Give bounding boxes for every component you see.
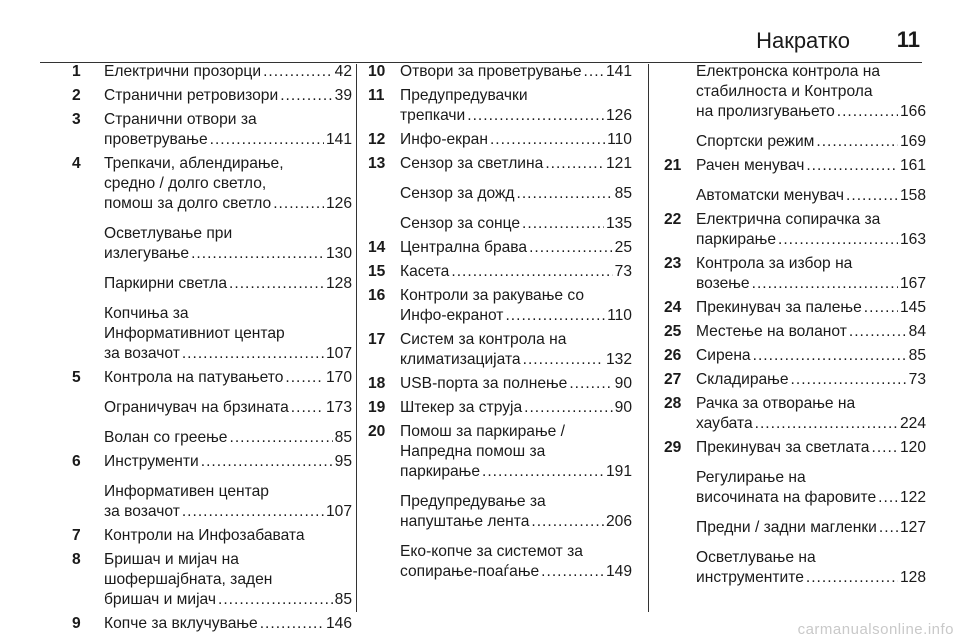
entry-text: Помош за паркирање / (400, 423, 565, 440)
index-entry (72, 398, 352, 418)
index-entry (368, 398, 632, 418)
entry-text: Контроли за ракување со (400, 287, 585, 304)
entry-text: Предупредувачки (400, 87, 528, 104)
entry-text: Странични отвори за (104, 111, 257, 128)
index-entry (72, 452, 352, 472)
entry-page-number: 110 (607, 307, 632, 324)
dot-leader (467, 106, 604, 126)
entry-number: 13 (368, 155, 386, 172)
dot-leader (191, 244, 324, 264)
dot-leader (846, 186, 898, 206)
entry-number: 20 (368, 423, 386, 440)
entry-page-number: 173 (325, 399, 352, 416)
index-entry (664, 132, 926, 152)
index-entry (368, 262, 632, 282)
entry-page-number: 85 (908, 347, 926, 364)
dot-leader (490, 130, 605, 150)
entry-page-number: 130 (325, 245, 352, 262)
dot-leader (182, 344, 324, 364)
entry-page-number: 85 (614, 185, 632, 202)
entry-text: Ограничувач на брзината (104, 399, 289, 416)
entry-text: Паркирни светла (104, 275, 228, 292)
dot-leader (451, 262, 612, 282)
entry-page-number: 95 (334, 453, 352, 470)
entry-text: сопирање-поаѓање (400, 563, 540, 580)
entry-text: Осветлување на (696, 549, 816, 566)
entry-number: 22 (664, 211, 682, 228)
entry-text: Сензор за светлина (400, 155, 544, 172)
entry-number: 10 (368, 63, 386, 80)
entry-text: паркирање (400, 463, 481, 480)
entry-page-number: 107 (325, 503, 352, 520)
entry-number: 12 (368, 131, 386, 148)
entry-text: Странични ретровизори (104, 87, 279, 104)
entry-page-number: 163 (899, 231, 926, 248)
entry-page-number: 135 (605, 215, 632, 232)
entry-text: Трепкачи, аблендирање, (104, 155, 284, 172)
index-entry (368, 238, 632, 258)
dot-leader (529, 238, 613, 258)
dot-leader (201, 452, 333, 472)
index-entry (368, 154, 632, 174)
index-entry (72, 62, 352, 82)
index-entry (72, 224, 352, 264)
dot-leader (849, 322, 907, 342)
dot-leader (260, 614, 324, 634)
dot-leader (569, 374, 612, 394)
dot-leader (182, 502, 324, 522)
entry-number: 7 (72, 527, 81, 544)
entry-page-number: 206 (605, 513, 632, 530)
entry-page-number: 132 (605, 351, 632, 368)
entry-page-number: 158 (899, 187, 926, 204)
dot-leader (505, 306, 605, 326)
dot-leader (878, 488, 898, 508)
entry-page-number: 141 (605, 63, 632, 80)
dot-leader (210, 130, 324, 150)
entry-number: 1 (72, 63, 81, 80)
entry-number: 26 (664, 347, 682, 364)
index-entry (368, 492, 632, 532)
index-entry (664, 438, 926, 458)
index-entry (72, 304, 352, 364)
index-entry (664, 62, 926, 122)
dot-leader (285, 368, 324, 388)
entry-text: Контроли на Инфозабавата (104, 527, 305, 544)
index-entry (368, 62, 632, 82)
entry-text: средно / долго светло, (104, 175, 267, 192)
entry-number: 4 (72, 155, 81, 172)
dot-leader (229, 274, 324, 294)
entry-page-number: 107 (325, 345, 352, 362)
dot-leader (273, 194, 324, 214)
entry-number: 3 (72, 111, 81, 128)
index-entry (368, 330, 632, 370)
entry-text: Централна брава (400, 239, 528, 256)
entry-number: 28 (664, 395, 682, 412)
index-entry (664, 468, 926, 508)
entry-text: Местење на воланот (696, 323, 847, 340)
entry-text: Прекинувач за палење (696, 299, 862, 316)
entry-text: Сирена (696, 347, 751, 364)
entry-text: Прекинувач за светлата (696, 439, 870, 456)
entry-text: Електрична сопирачка за (696, 211, 881, 228)
dot-leader (482, 462, 604, 482)
index-column-3 (664, 62, 926, 610)
index-entry (72, 428, 352, 448)
entry-page-number: 90 (614, 399, 632, 416)
entry-text: бришач и мијач (104, 591, 217, 608)
index-entry (664, 518, 926, 538)
entry-page-number: 110 (607, 131, 632, 148)
dot-leader (523, 350, 604, 370)
dot-leader (806, 568, 898, 588)
index-entry (664, 156, 926, 176)
dot-leader (791, 370, 907, 390)
index-entry (664, 210, 926, 250)
dot-leader (864, 298, 898, 318)
entry-text: инструментите (696, 569, 804, 586)
entry-number: 2 (72, 87, 81, 104)
index-entry (368, 542, 632, 582)
entry-text: Контрола на патувањето (104, 369, 284, 386)
entry-page-number: 42 (334, 63, 352, 80)
entry-text: Спортски режим (696, 133, 815, 150)
dot-leader (871, 438, 897, 458)
entry-text: шофершајбната, заден (104, 571, 273, 588)
dot-leader (263, 62, 333, 82)
entry-text: излегување (104, 245, 190, 262)
entry-text: Сензор за дожд (400, 185, 515, 202)
entry-text: Рачен менувач (696, 157, 805, 174)
entry-page-number: 122 (899, 489, 926, 506)
entry-page-number: 166 (899, 103, 926, 120)
entry-page-number: 161 (899, 157, 926, 174)
entry-text: Копче за вклучување (104, 615, 258, 632)
dot-leader (516, 184, 612, 204)
index-entry (72, 482, 352, 522)
entry-number: 5 (72, 369, 81, 386)
index-entry (368, 130, 632, 150)
entry-page-number: 85 (334, 429, 352, 446)
index-entry (72, 368, 352, 388)
index-entry (72, 614, 352, 634)
dot-leader (778, 230, 898, 250)
entry-text: хаубата (696, 415, 753, 432)
entry-text: USB-порта за полнење (400, 375, 568, 392)
entry-page-number: 170 (325, 369, 352, 386)
index-entry (368, 86, 632, 126)
watermark: carmanualsonline.info (797, 621, 954, 638)
entry-text: Бришач и мијач на (104, 551, 239, 568)
dot-leader (879, 518, 898, 538)
index-entry (72, 550, 352, 610)
dot-leader (806, 156, 898, 176)
entry-page-number: 145 (899, 299, 926, 316)
entry-number: 21 (664, 157, 682, 174)
dot-leader (752, 274, 898, 294)
entry-text: Автоматски менувач (696, 187, 845, 204)
entry-page-number: 191 (605, 463, 632, 480)
entry-text: Регулирање на (696, 469, 806, 486)
index-entry (664, 254, 926, 294)
page-number: 11 (896, 27, 920, 52)
entry-text: Отвори за проветрување (400, 63, 582, 80)
column-divider (648, 64, 649, 612)
dot-leader (531, 512, 604, 532)
entry-number: 6 (72, 453, 81, 470)
dot-leader (816, 132, 898, 152)
index-entry (368, 374, 632, 394)
entry-page-number: 224 (899, 415, 926, 432)
dot-leader (753, 346, 907, 366)
index-entry (72, 110, 352, 150)
index-entry (368, 422, 632, 482)
entry-text: Информативен центар (104, 483, 269, 500)
dot-leader (522, 214, 604, 234)
entry-number: 18 (368, 375, 386, 392)
page-header (40, 22, 922, 63)
dot-leader (218, 590, 333, 610)
entry-page-number: 73 (614, 263, 632, 280)
entry-text: Предни / задни магленки (696, 519, 877, 536)
entry-page-number: 121 (605, 155, 632, 172)
entry-text: Касета (400, 263, 450, 280)
index-entry (72, 154, 352, 214)
entry-text: Инструменти (104, 453, 199, 470)
entry-text: за возачот (104, 345, 180, 362)
entry-number: 19 (368, 399, 386, 416)
entry-number: 24 (664, 299, 682, 316)
entry-text: проветрување (104, 131, 208, 148)
entry-page-number: 85 (334, 591, 352, 608)
entry-number: 14 (368, 239, 386, 256)
entry-number: 8 (72, 551, 81, 568)
entry-text: Информативниот центар (104, 325, 285, 342)
index-entry (664, 298, 926, 318)
entry-page-number: 128 (325, 275, 352, 292)
entry-text: Рачка за отворање на (696, 395, 856, 412)
entry-text: стабилноста и Контрола (696, 83, 873, 100)
dot-leader (584, 62, 604, 82)
entry-page-number: 126 (325, 195, 352, 212)
entry-text: помош за долго светло (104, 195, 272, 212)
entry-page-number: 39 (334, 87, 352, 104)
entry-text: Контрола за избор на (696, 255, 853, 272)
entry-page-number: 126 (605, 107, 632, 124)
entry-text: за возачот (104, 503, 180, 520)
entry-text: Волан со греење (104, 429, 228, 446)
index-entry (664, 186, 926, 206)
index-entry (72, 526, 352, 546)
dot-leader (837, 102, 898, 122)
page-title: Накратко (756, 28, 850, 53)
entry-number: 15 (368, 263, 386, 280)
entry-text: Електронска контрола на (696, 63, 881, 80)
entry-number: 17 (368, 331, 386, 348)
index-entry (664, 322, 926, 342)
entry-text: Осветлување при (104, 225, 233, 242)
dot-leader (229, 428, 332, 448)
index-column-1 (72, 62, 352, 632)
entry-text: Копчиња за (104, 305, 189, 322)
entry-text: Сензор за сонце (400, 215, 521, 232)
entry-text: паркирање (696, 231, 777, 248)
entry-page-number: 90 (614, 375, 632, 392)
entry-page-number: 167 (899, 275, 926, 292)
entry-text: Напредна помош за (400, 443, 546, 460)
index-entry (664, 394, 926, 434)
entry-number: 11 (368, 87, 385, 104)
entry-number: 9 (72, 615, 81, 632)
index-column-2 (368, 62, 632, 610)
entry-text: Електрични прозорци (104, 63, 262, 80)
dot-leader (541, 562, 604, 582)
entry-text: Инфо-екранот (400, 307, 504, 324)
index-entry (664, 548, 926, 588)
index-entry (368, 184, 632, 204)
entry-text: Инфо-екран (400, 131, 488, 148)
index-entry (664, 370, 926, 390)
entry-page-number: 149 (605, 563, 632, 580)
entry-text: на пролизгувањето (696, 103, 835, 120)
entry-page-number: 73 (908, 371, 926, 388)
entry-text: напуштање лента (400, 513, 530, 530)
entry-page-number: 25 (614, 239, 632, 256)
entry-page-number: 146 (325, 615, 352, 632)
entry-text: Штекер за струја (400, 399, 523, 416)
entry-text: височината на фаровите (696, 489, 877, 506)
entry-page-number: 120 (899, 439, 926, 456)
dot-leader (524, 398, 613, 418)
entry-number: 29 (664, 439, 682, 456)
entry-text: возење (696, 275, 750, 292)
entry-number: 25 (664, 323, 682, 340)
dot-leader (280, 86, 332, 106)
dot-leader (545, 154, 604, 174)
entry-text: климатизацијата (400, 351, 521, 368)
index-entry (368, 286, 632, 326)
index-entry (368, 214, 632, 234)
index-entry (72, 274, 352, 294)
dot-leader (755, 414, 898, 434)
entry-number: 27 (664, 371, 682, 388)
index-entry (664, 346, 926, 366)
entry-text: Систем за контрола на (400, 331, 567, 348)
column-divider (356, 64, 357, 612)
entry-text: трепкачи (400, 107, 466, 124)
entry-text: Предупредување за (400, 493, 546, 510)
entry-page-number: 84 (908, 323, 926, 340)
entry-page-number: 127 (899, 519, 926, 536)
index-entry (72, 86, 352, 106)
entry-page-number: 169 (899, 133, 926, 150)
entry-text: Еко-копче за системот за (400, 543, 583, 560)
entry-text: Складирање (696, 371, 789, 388)
entry-page-number: 141 (325, 131, 352, 148)
entry-page-number: 128 (899, 569, 926, 586)
entry-number: 16 (368, 287, 386, 304)
dot-leader (291, 398, 324, 418)
entry-number: 23 (664, 255, 682, 272)
